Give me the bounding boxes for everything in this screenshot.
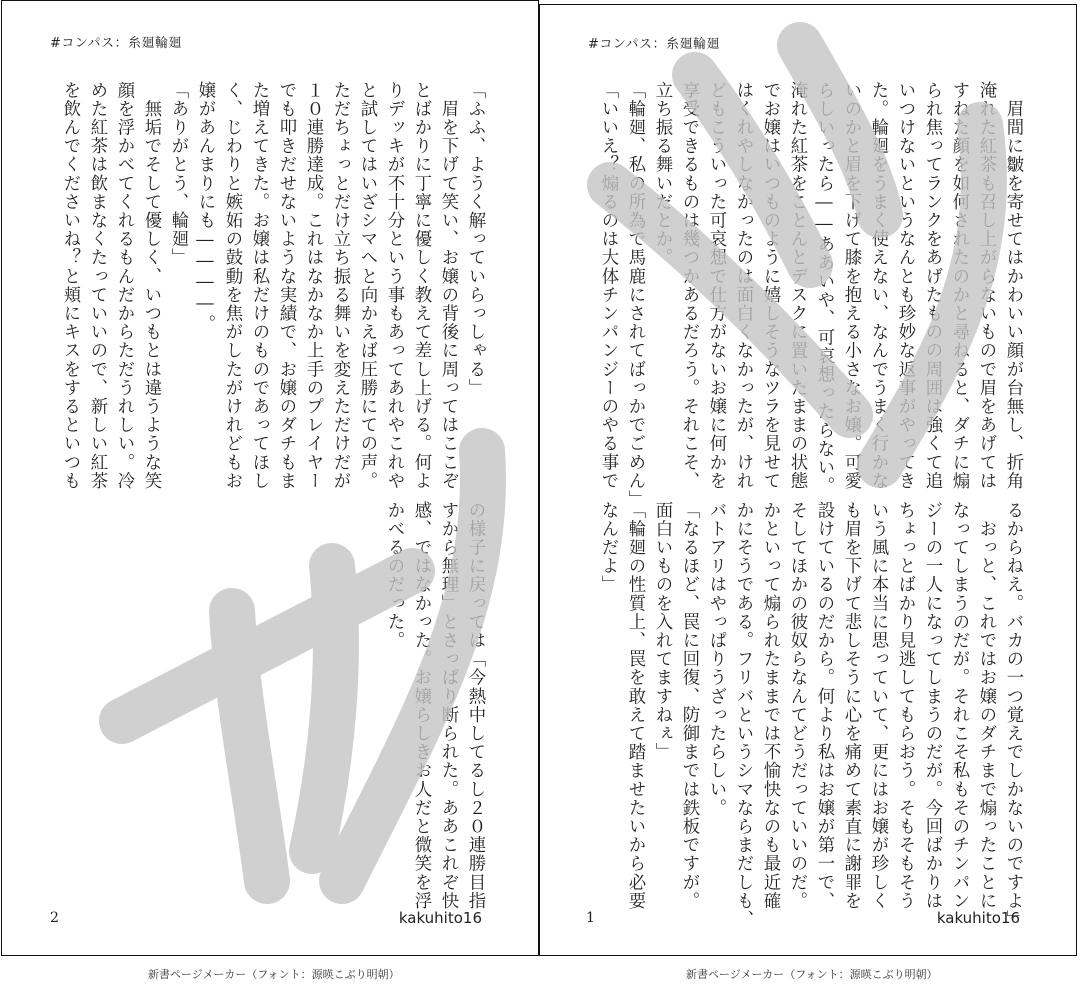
author-name: kakuhito16 (398, 909, 482, 927)
author-name: kakuhito16 (936, 909, 1020, 927)
body-text-bottom: るからねえ。バカの一つ覚えでしかないのですよ」 おっと、これではお嬢のダチまで煽ったことに なってしまうのだが。それこそ私もそのチンパン ジーの一人になってしまうのだが。今回ばかりは ちょっとばかり見逃してもらおう。そもそもそう いう風に本当に思っていて、更にはお嬢が珍しく も眉を下げて悲しそうに心を痛めて素直に謝罪を 設けているのだから。何より私はお嬢が第一で、 そしてほかの彼奴らなんてどうだっていいのだ。 かといって煽られたままでは不愉快なのも最近確 かにそうである。フリバというシマならまだしも、 バトアリはやっぱりうざったらしい。 「なるほど、罠に回復、防御までは鉄板ですが。 面白いものを入れてますねぇ」 「輪廻の性質上、罠を敢えて踏ませたいから必要 なんだよ」 (598, 501, 1023, 929)
book-page-right (539, 4, 1077, 956)
page-number: 1 (586, 910, 595, 926)
book-page-left (1, 0, 539, 956)
footer-caption-right: 新書ページメーカー（フォント：源暎こぶり明朝） (686, 968, 938, 981)
page-number: 2 (50, 910, 59, 926)
page-header-tag: #コンパス：糸廻輪廻 (50, 36, 182, 51)
body-text-bottom: の様子に戻っては「今熱中してるし２０連勝目指 すから無理」とさっぱり断られた。ああこれぞ快 感、ではなかった。お嬢らしきお人だと微笑を浮 かべるのだった。 (384, 501, 485, 911)
body-text-top: 眉間に皺を寄せてはかわいい顔が台無し、折角 淹れた紅茶も召し上がらないもので眉をあげては すねた顔を如何されたのかと尋ねると、ダチに煽 られ焦ってランクをあげたものの周囲は強くて追 いつけないというなんとも珍妙な返事がやってき た。輪廻をうまく使えない、なんでうまく行かな いのかと眉を下げて膝を抱える小さなお嬢。可愛 らしいったら――ああいや、可哀想ったらない。 淹れた紅茶をことんとデスクに置いたままの状態 でお嬢はいつものように嬉しそうなツラを見せて はくれやしなかったのは面白くなかったが、けれ どもこういった可哀想で仕方がないお嬢に何かを 享受できるものは幾つかあるだろう。それこそ、 立ち振る舞いだとか。 「輪廻、私の所為で馬鹿にされてばっかでごめん」 「いいえ？煽るのは大体チンパンジーのやる事で (598, 81, 1023, 509)
body-text-top: 「ふふ、ようく解っていらっしゃる」 眉を下げて笑い、お嬢の背後に周ってはここぞ とばかりに丁寧に優しく教えて差し上げる。何よ りデッキが不十分という事もあってあれやこれや と試してはいざシマへと向かえば圧勝にての声。 ただちょっとだけ立ち振る舞いを変えただけだが １０連勝達成。これはなかなか上手のプレイヤー でも叩きだせないような実績で、お嬢のダチもま た増えてきた。お嬢は私だけのものであってほし く、じわりと嫉妬の鼓動を焦がしたがけれどもお 嬢があんまりにも――――。 「ありがとう、輪廻」 無垢でそして優しく、いつもとは違うような笑 顔を浮かべてくれるもんだからただうれしい。冷 めた紅茶は飲まなくたっていいので、新しい紅茶 を飲んでくださいね？と頬にキスをするといつも (60, 81, 485, 491)
footer-caption-left: 新書ページメーカー（フォント：源暎こぶり明朝） (148, 968, 400, 981)
page-header-tag: #コンパス：糸廻輪廻 (588, 37, 720, 52)
